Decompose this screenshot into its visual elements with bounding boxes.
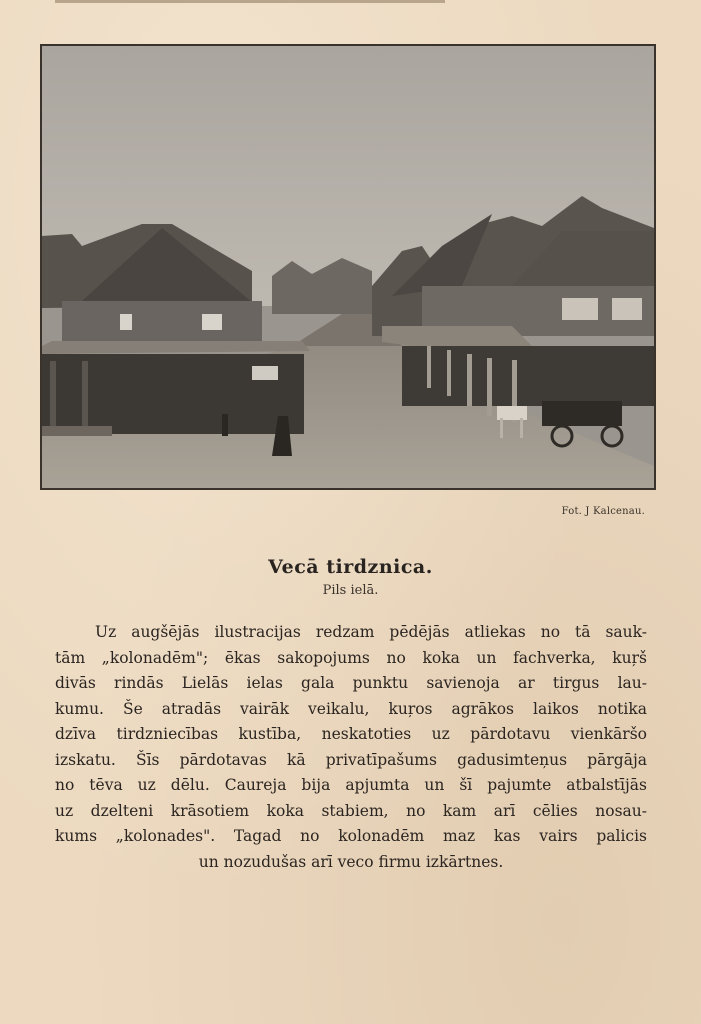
body-line: divās rindās Lielās ielas gala punktu savienoja ar tirgus lau- xyxy=(55,674,647,692)
body-line: kums „kolonades". Tagad no kolonadēm maz kas vairs palicis xyxy=(55,827,647,845)
article-title: Vecā tirdznica. xyxy=(268,556,433,578)
old-market-street-photo xyxy=(42,46,654,488)
article-body xyxy=(55,620,647,875)
street-photograph xyxy=(40,44,656,490)
body-line: Uz augšējās ilustracijas redzam pēdējās atliekas no tā sauk- xyxy=(95,623,647,641)
body-line: izskatu. Šīs pārdotavas kā privatīpašums gadusimteņus pārgāja xyxy=(55,750,647,769)
top-rule-divider xyxy=(55,0,445,3)
photo-credit: Fot. J Kalcenau. xyxy=(561,506,645,517)
body-line: un nozudušas arī veco firmu izkārtnes. xyxy=(198,852,504,871)
body-line: uz dzelteni krāsotiem koka stabiem, no kam arī cēlies nosau- xyxy=(55,801,647,820)
body-line: dzīva tirdzniecības kustība, neskatoties uz pārdotavu vienkāršo xyxy=(55,725,647,743)
body-line: tām „kolonadēm"; ēkas sakopojums no koka un fachverka, kuŗš xyxy=(55,648,647,667)
body-line: no tēva uz dēlu. Caureja bija apjumta un šī pajumte atbalstījās xyxy=(55,776,647,794)
body-line: kumu. Še atradās vairāk veikalu, kuŗos agrākos laikos notika xyxy=(55,699,647,718)
article-subtitle: Pils ielā. xyxy=(322,583,379,598)
